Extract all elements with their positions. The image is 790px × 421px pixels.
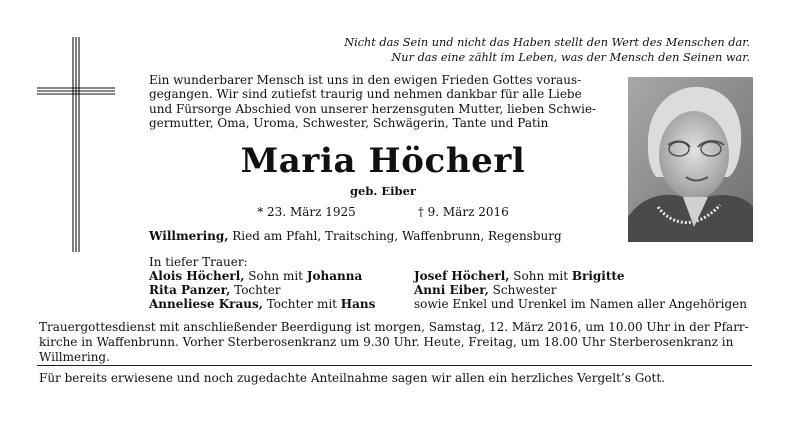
intro-line: gegangen. Wir sind zutiefst traurig und nehmen dankbar für alle Liebe <box>149 87 582 102</box>
mourner-right: sowie Enkel und Urenkel im Namen aller Angehörigen <box>414 297 747 311</box>
service-info <box>39 320 751 365</box>
mourner-right: Josef Höcherl, Sohn mit Brigitte <box>414 269 625 283</box>
intro-line: germutter, Oma, Uroma, Schwester, Schwägerin, Tante und Patin <box>149 116 549 131</box>
mourner-left: Alois Höcherl, Sohn mit Johanna <box>149 269 363 283</box>
quote-line: Nur das eine zählt im Leben, was der Mensch den Seinen war. <box>391 50 750 64</box>
service-line: kirche in Waffenbrunn. Vorher Sterberosenkranz um 9.30 Uhr. Heute, Freitag, um 18.00 Uhr Sterberosenkranz in <box>39 335 734 349</box>
birth-name: geb. Eiber <box>350 184 416 198</box>
mourner-left: Rita Panzer, Tochter <box>149 283 281 297</box>
divider <box>37 365 752 366</box>
service-line: Willmering. <box>39 350 110 364</box>
intro-line: und Fürsorge Abschied von unserer herzensguten Mutter, lieben Schwie- <box>149 101 597 116</box>
portrait-photo <box>628 77 753 242</box>
places <box>149 229 562 243</box>
deceased-name: Maria Höcherl <box>240 141 526 181</box>
quote-line: Nicht das Sein und nicht das Haben stellt den Wert des Menschen dar. <box>344 36 750 49</box>
mourner-right: Anni Eiber, Schwester <box>414 283 557 297</box>
mourner-left: Anneliese Kraus, Tochter mit Hans <box>149 297 376 311</box>
cross-icon <box>37 37 115 252</box>
mourning-heading: In tiefer Trauer: <box>149 255 248 269</box>
intro-paragraph <box>149 73 617 131</box>
death-date: † 9. März 2016 <box>417 205 509 219</box>
place-main: Willmering, <box>149 229 229 243</box>
service-line: Trauergottesdienst mit anschließender Beerdigung ist morgen, Samstag, 12. März 2016, um 10.00 Uhr in der Pfarr- <box>39 320 749 334</box>
thanks-line: Für bereits erwiesene und noch zugedachte Anteilnahme sagen wir allen ein herzliches Vergelt’s Gott. <box>39 371 665 385</box>
life-dates <box>149 205 617 219</box>
place-rest: Ried am Pfahl, Traitsching, Waffenbrunn, Regensburg <box>228 229 562 243</box>
intro-line: Ein wunderbarer Mensch ist uns in den ewigen Frieden Gottes voraus- <box>149 73 582 87</box>
quote <box>290 36 750 65</box>
birth-date: * 23. März 1925 <box>257 205 356 219</box>
